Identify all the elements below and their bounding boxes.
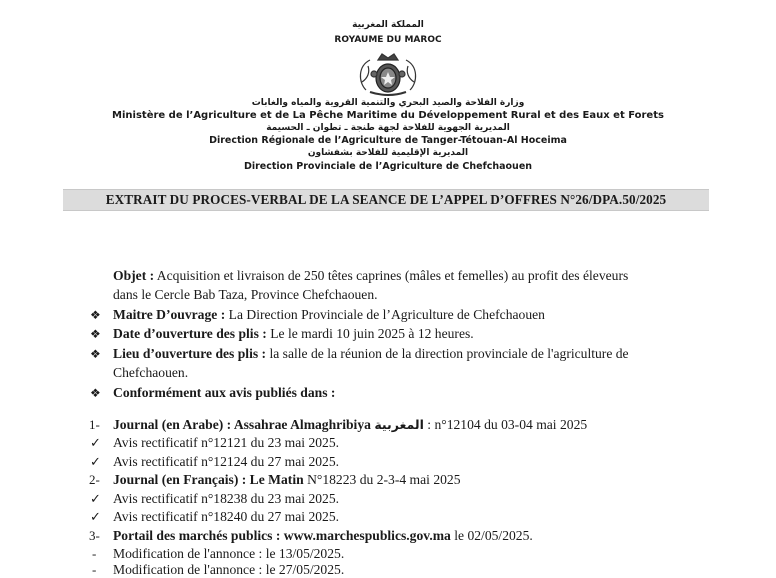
detail-maitre-ouvrage [113,306,545,323]
detail-avis-publies: Conformément aux avis publiés dans : [113,385,336,400]
checkmark-icon: ✓ [90,435,101,450]
detail-lieu-ouverture-cont: Chefchaouen. [113,365,189,380]
publication-value: le 02/05/2025. [450,528,533,543]
checkmark-icon: ✓ [90,454,101,469]
publication-value: : n°12104 du 03-04 mai 2025 [423,417,588,432]
ministry-arabic: وزارة الفلاحة والصيد البحري والتنمية القروية والمياه والغابات [251,98,525,108]
detail-date-ouverture [113,325,474,342]
publication-value: N°18223 du 2-3-4 mai 2025 [303,472,461,487]
provincial-direction-french: Direction Provinciale de l’Agriculture de Chefchaouen [243,161,533,172]
list-number: 1- [89,417,100,432]
kingdom-french: ROYAUME DU MAROC [334,35,442,45]
diamond-bullet-icon: ❖ [90,386,101,400]
document-title: EXTRAIT DU PROCES-VERBAL DE LA SEANCE DE L’APPEL D’OFFRES N°26/DPA.50/2025 [105,192,667,207]
publication-label: Journal (en Français) : Le Matin [113,472,304,487]
detail-lieu-ouverture [113,345,737,362]
checkmark-icon: ✓ [90,509,101,524]
objet-line-1 [113,267,628,284]
provincial-direction-arabic: المديرية الإقليمية للفلاحة بشفشاون [307,148,469,158]
list-item: Modification de l'annonce : le 27/05/2025. [113,562,345,577]
list-item: Avis rectificatif n°12121 du 23 mai 2025. [113,435,340,450]
diamond-bullet-icon: ❖ [90,347,101,361]
list-item: Modification de l'annonce : le 13/05/2025. [113,546,345,561]
detail-label: Date d’ouverture des plis : [113,326,267,341]
detail-value: La Direction Provinciale de l’Agriculture de Chefchaouen [225,307,545,322]
objet-text-1: Acquisition et livraison de 250 têtes caprines (mâles et femelles) au profit des éleveurs [154,268,629,283]
list-item: Avis rectificatif n°12124 du 27 mai 2025. [113,454,340,469]
objet-label: Objet : [113,268,155,283]
detail-label: Lieu d’ouverture des plis : [113,346,267,361]
objet-line-2: dans le Cercle Bab Taza, Province Chefchaouen. [113,287,378,302]
detail-label: Maitre D’ouvrage : [113,307,226,322]
dash-marker: - [92,546,97,561]
list-item: Avis rectificatif n°18240 du 27 mai 2025. [113,509,340,524]
publication-portail [113,527,533,544]
detail-value: Le le mardi 10 juin 2025 à 12 heures. [266,326,474,341]
publication-journal-arabe [113,416,587,433]
royal-coat-of-arms-icon [348,52,428,96]
regional-direction-french: Direction Régionale de l’Agriculture de Tanger-Tétouan-Al Hoceima [209,135,567,146]
publication-label: Portail des marchés publics : www.marchespublics.gov.ma [113,528,451,543]
publication-label-arabic: المغربية [374,417,424,432]
dash-marker: - [92,562,97,577]
detail-value: la salle de la réunion de la direction provinciale de l'agriculture de [266,346,629,361]
list-number: 3- [89,528,100,543]
publication-label: Journal (en Arabe) : Assahrae Almaghribiya [113,417,371,432]
diamond-bullet-icon: ❖ [90,327,101,341]
list-item: Avis rectificatif n°18238 du 23 mai 2025. [113,491,340,506]
publication-journal-francais [113,471,461,488]
document-title-bar [63,189,709,211]
kingdom-arabic: المملكة المغربية [352,20,424,30]
regional-direction-arabic: المديرية الجهوية للفلاحة لجهة طنجة ـ تطوان ـ الحسيمة [266,123,510,133]
checkmark-icon: ✓ [90,491,101,506]
list-number: 2- [89,472,100,487]
ministry-french: Ministère de l’Agriculture et de La Pêche Maritime du Développement Rural et des Eaux et Forets [112,110,664,121]
diamond-bullet-icon: ❖ [90,308,101,322]
